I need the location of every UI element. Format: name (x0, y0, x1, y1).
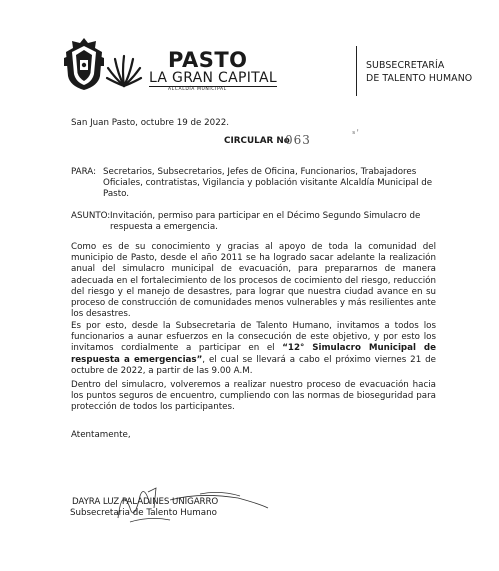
brand-subtitle: LA GRAN CAPITAL (149, 70, 277, 86)
circular-number: 063 (285, 133, 311, 147)
brand-title: PASTO (168, 48, 248, 72)
body-paragraph-2-part-b: , el cual se llevará a cabo el próximo viernes 21 de octubre de 2022, a partir de las 9.00 A.M. (71, 354, 436, 376)
department-name (366, 59, 472, 85)
city-seal-icon (62, 36, 106, 92)
body-paragraph-2-part-a: Es por esto, desde la Subsecretaria de Talento Humano, invitamos a todos los funcionarios a aunar esfuerzos en la consecución de este objetivo, y por esto los invitamos cordialmente a participar en el (71, 321, 436, 354)
para-label: PARA: (71, 167, 97, 177)
para-recipients: Secretarios, Subsecretarios, Jefes de Oficina, Funcionarios, Trabajadores Oficiales, contratistas, Vigilancia y población visitante Alcaldía Municipal de Pasto. (103, 167, 433, 200)
body-paragraph-1: Como es de su conocimiento y gracias al apoyo de toda la comunidad del municipio de Pasto, desde el año 2011 se ha logrado sacar adelante la realización anual del simulacro municipal de evacuación, para prepararnos de manera adecuada en el fortalecimiento de los procesos de cocimiento del riesgo, reducción del riesgo y el manejo de desastres, para lograr que nuestra ciudad avance en su proceso de construcción de comunidades menos vulnerables y más resilientes ante los desastres. (71, 242, 436, 320)
event-name: “12° Simulacro Municipal de respuesta a emergencias” (71, 343, 436, 365)
sun-logo-icon (105, 50, 143, 88)
asunto-subject: Invitación, permiso para participar en el Décimo Segundo Simulacro de respuesta a emergencia. (110, 211, 421, 233)
signer-name: DAYRA LUZ PALADINES UNIGARRO (72, 497, 219, 507)
body-paragraph-2 (71, 321, 436, 377)
circular-label: CIRCULAR No (224, 136, 290, 146)
department-line-1: SUBSECRETARÍA (366, 60, 445, 71)
asunto-label: ASUNTO: (71, 211, 111, 221)
department-line-2: DE TALENTO HUMANO (366, 73, 473, 84)
signer-role: Subsecretaria de Talento Humano (70, 508, 217, 518)
brand-tagline: ALCALDÍA MUNICIPAL (168, 87, 227, 92)
handwritten-mark: ˢ᾿ (352, 130, 360, 140)
closing-salutation: Atentamente, (71, 430, 131, 440)
header-divider (356, 46, 357, 96)
letter-date: San Juan Pasto, octubre 19 de 2022. (71, 118, 230, 128)
body-paragraph-3: Dentro del simulacro, volveremos a realizar nuestro proceso de evacuación hacia los puntos seguros de encuentro, cumpliendo con las normas de bioseguridad para protección de todos los participantes. (71, 380, 436, 413)
